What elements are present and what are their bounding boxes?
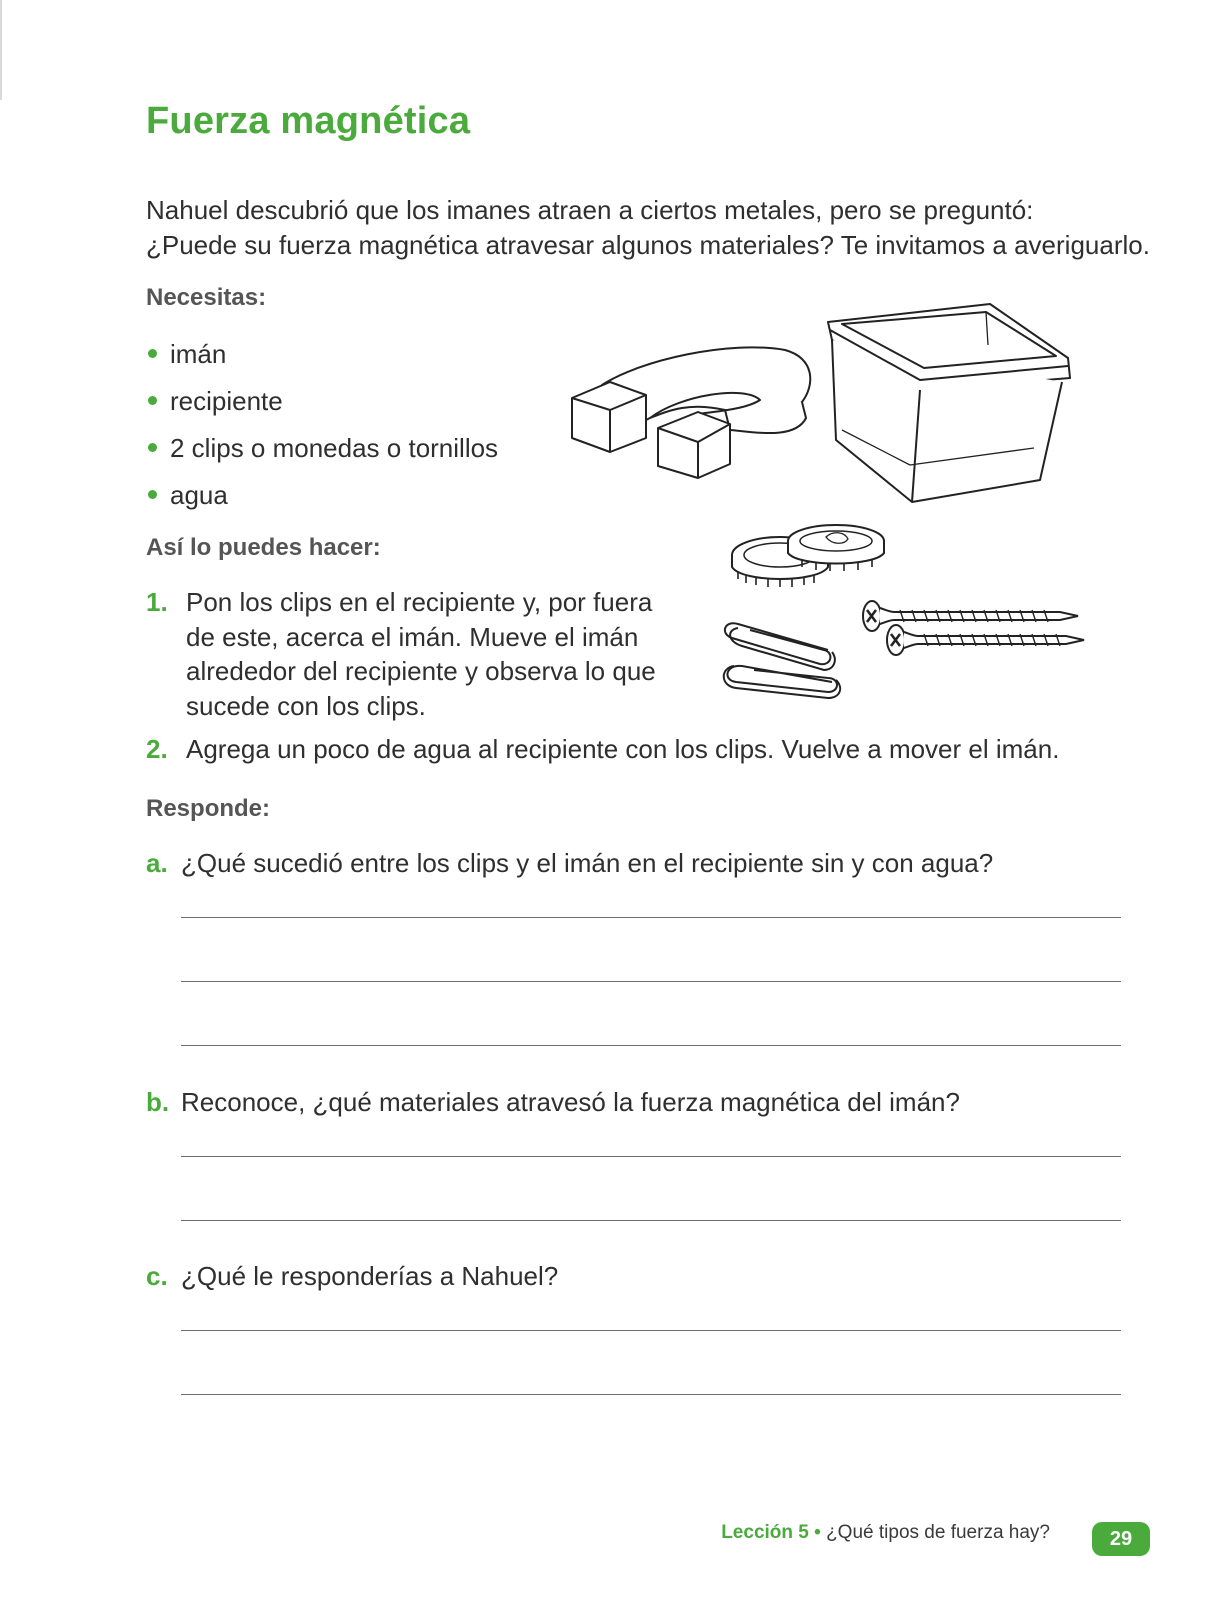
question-letter: c.: [146, 1261, 168, 1291]
step-1: [146, 585, 656, 723]
step-line: sucede con los clips.: [186, 690, 426, 721]
footer-lesson-info: [721, 1522, 1050, 1544]
answer-line[interactable]: [181, 1394, 1121, 1395]
bullet-icon: [148, 396, 157, 405]
intro-paragraph: [146, 193, 1150, 263]
question-letter: a.: [146, 848, 168, 878]
page-edge: [0, 0, 2, 100]
answer-line[interactable]: [181, 981, 1121, 982]
materials-list: [146, 337, 498, 525]
intro-line: ¿Puede su fuerza magnética atravesar algunos materiales? Te invitamos a averiguarlo.: [146, 230, 1150, 260]
coins-illustration: [732, 525, 892, 595]
step-2: [146, 732, 1059, 767]
question-a: [146, 846, 993, 880]
answer-line[interactable]: [181, 917, 1121, 918]
bullet-icon: [148, 349, 157, 358]
footer-separator: •: [814, 1522, 821, 1543]
step-line: Pon los clips en el recipiente y, por fuera: [186, 587, 653, 617]
list-item: [146, 478, 498, 525]
question-letter: b.: [146, 1087, 170, 1117]
material-label: imán: [170, 339, 227, 369]
page-title: Fuerza magnética: [146, 100, 471, 142]
step-text: [186, 585, 656, 723]
question-c: [146, 1259, 558, 1293]
intro-line: Nahuel descubrió que los imanes atraen a ciertos metales, pero se preguntó:: [146, 195, 1034, 225]
answer-line[interactable]: [181, 1156, 1121, 1157]
bullet-icon: [148, 490, 157, 499]
question-text: ¿Qué sucedió entre los clips y el imán en el recipiente sin y con agua?: [181, 848, 994, 878]
material-label: agua: [170, 480, 228, 510]
container-illustration: [820, 300, 1090, 510]
bullet-icon: [148, 443, 157, 452]
material-label: recipiente: [170, 386, 283, 416]
step-line: alrededor del recipiente y observa lo que: [186, 656, 656, 686]
list-item: [146, 431, 498, 478]
respond-heading: Responde:: [146, 795, 271, 822]
question-text: Reconoce, ¿qué materiales atravesó la fuerza magnética del imán?: [181, 1087, 960, 1117]
screws-illustration: [860, 598, 1090, 658]
answer-line[interactable]: [181, 1330, 1121, 1331]
question-text: ¿Qué le responderías a Nahuel?: [181, 1261, 559, 1291]
material-label: 2 clips o monedas o tornillos: [170, 433, 499, 463]
question-b: [146, 1085, 960, 1119]
answer-line[interactable]: [181, 1045, 1121, 1046]
lesson-topic: ¿Qué tipos de fuerza hay?: [826, 1522, 1050, 1543]
lesson-label: Lección 5: [721, 1522, 809, 1543]
step-number: 1.: [146, 587, 168, 617]
clips-illustration: [720, 620, 850, 700]
magnet-illustration: [570, 340, 830, 490]
step-text: [186, 732, 1059, 767]
list-item: [146, 337, 498, 384]
step-number: 2.: [146, 734, 168, 764]
needs-heading: Necesitas:: [146, 284, 267, 311]
page-number: 29: [1092, 1522, 1150, 1556]
howto-heading: Así lo puedes hacer:: [146, 534, 381, 561]
step-line: Agrega un poco de agua al recipiente con los clips. Vuelve a mover el imán.: [186, 734, 1060, 764]
answer-line[interactable]: [181, 1220, 1121, 1221]
list-item: [146, 384, 498, 431]
step-line: de este, acerca el imán. Mueve el imán: [186, 621, 639, 652]
